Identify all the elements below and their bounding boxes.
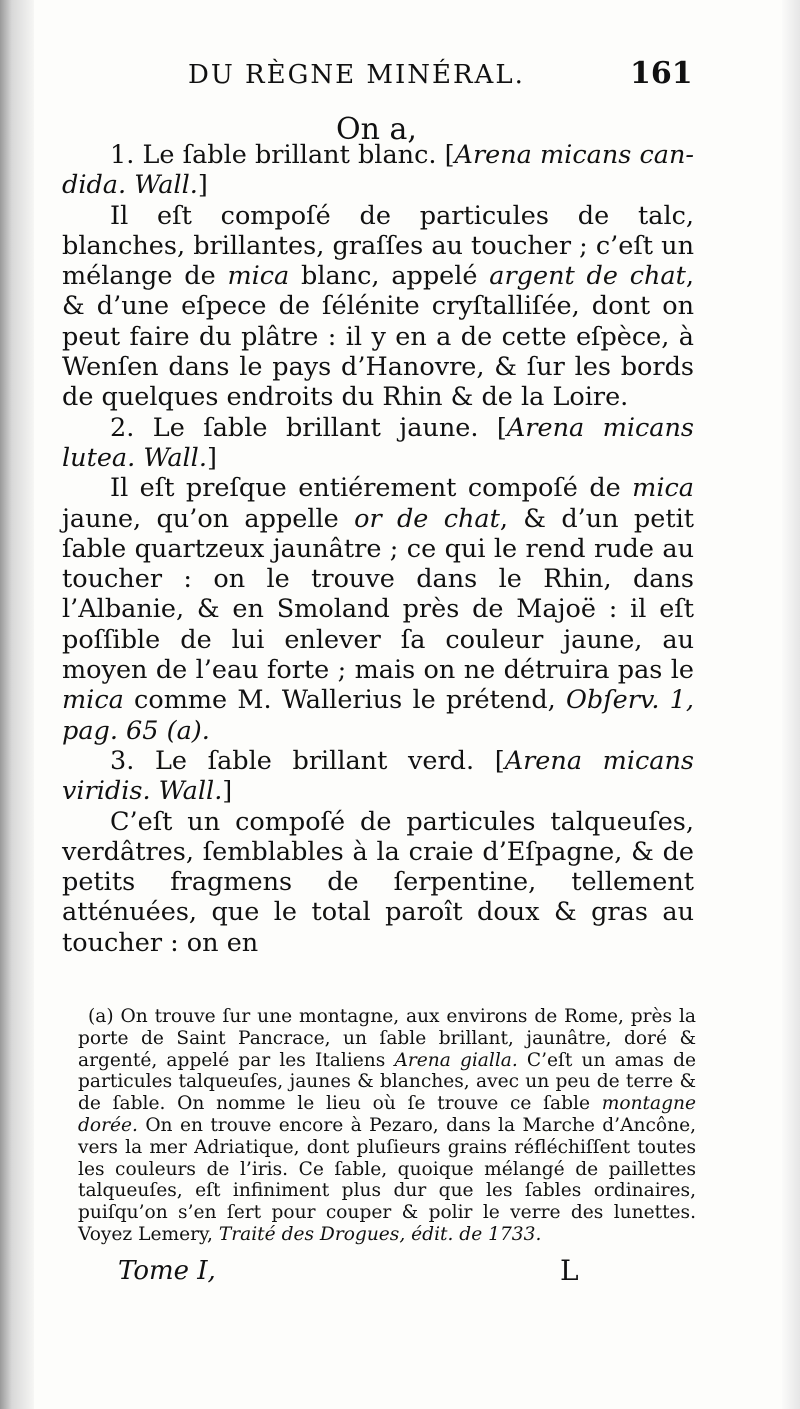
- body-text: [62, 140, 694, 958]
- text-run: Il eſt preſque entiérement compoſé de: [110, 473, 633, 504]
- gutter-shadow: [0, 0, 34, 1409]
- text-run: ]: [222, 776, 233, 807]
- text-run: 1. Le ſable brillant blanc. [: [110, 140, 455, 170]
- footnote: [78, 1006, 696, 1246]
- italic-text: mica: [227, 261, 290, 292]
- italic-text: Traité des Drogues, édit. de 1733.: [218, 1223, 542, 1245]
- italic-text: Arena micans viridis. Wall.: [62, 745, 694, 807]
- running-head: DU RÈGNE MINÉRAL.: [188, 60, 525, 90]
- page-number: 161: [630, 56, 693, 91]
- italic-text: Arena gialla.: [394, 1049, 518, 1071]
- italic-text: Arena micans lutea. Wall.: [62, 412, 694, 473]
- text-run: ]: [197, 170, 208, 201]
- text-run: On en trouve encore à Pezaro, dans la Marche d’Ancône, vers la mer Adriatique, dont pluſieurs grains réfléchiſſent toutes les couleurs de l’iris. Ce ſable, quoique mélangé de paillettes talqueuſes, eſt infiniment plus dur que les ſables ordinaires, puiſqu’on s’en ſert pour couper & polir le verre des lunettes. Voyez Lemery,: [78, 1114, 696, 1245]
- italic-text: Obſerv. 1, pag. 65 (a).: [62, 685, 694, 746]
- text-run: 2. Le ſable brillant jaune. [: [110, 412, 507, 443]
- text-run: , & d’un petit ſable quartzeux jaunâtre ; ce qui le rend rude au toucher : on le trouve dans le Rhin, dans l’Albanie, & en Smoland près de Majoë : il eſt poſſible de lui enlever ſa couleur jaune, au moyen de l’eau forte ; mais on ne détruira pas le: [62, 503, 694, 686]
- section-heading: On a,: [336, 112, 417, 147]
- paragraph-p3: [62, 413, 694, 474]
- text-run: C’eſt un compoſé de particules talqueuſes, verdâtres, ſemblables à la craie d’Eſpagne, & de petits fragmens de ſerpentine, tellement atténuées, que le total paroît doux & gras au toucher : on en: [62, 806, 694, 958]
- italic-text: mica: [632, 473, 694, 504]
- text-run: , & d’une eſpece de ſélénite cryſtalliſée, dont on peut faire du plâtre : il y en a de cette eſpèce, à Wenſen dans le pays d’Hanovre, & ſur les bords de quelques endroits du Rhin & de la Loire.: [62, 261, 694, 413]
- signature-line: Tome I,: [118, 1256, 216, 1286]
- text-run: jaune, qu’on appelle: [62, 503, 355, 534]
- text-run: blanc, appelé: [289, 261, 490, 292]
- italic-text: or de chat: [354, 503, 500, 534]
- paragraph-p5: [62, 746, 694, 807]
- italic-text: montagne dorée.: [78, 1093, 696, 1136]
- text-run: ]: [206, 442, 217, 473]
- italic-text: argent de chat: [489, 261, 686, 292]
- italic-text: Arena micans can-dida. Wall.: [62, 140, 694, 201]
- paragraph-p1: [62, 140, 694, 201]
- text-run: C’eſt un amas de particules talqueuſes, jaunes & blanches, avec un peu de terre & de ſable. On nomme le lieu où ſe trouve ce ſable: [78, 1049, 696, 1115]
- text-run: Il eſt compoſé de particules de talc, blanches, brillantes, graſſes au toucher ; c’eſt un mélange de: [62, 200, 694, 292]
- sheet-mark: L: [560, 1254, 579, 1287]
- footnote-block: [78, 1006, 696, 1246]
- paragraph-p6: [62, 807, 694, 958]
- text-run: comme M. Wallerius le prétend,: [123, 685, 566, 716]
- text-run: 3. Le ſable brillant verd. [: [110, 745, 505, 776]
- text-run: (a) On trouve ſur une montagne, aux environs de Rome, près la porte de Saint Pancrace, un ſable brillant, jaunâtre, doré & argenté, appelé par les Italiens: [78, 1006, 696, 1071]
- page-edge: [782, 0, 800, 1409]
- paragraph-p4: [62, 473, 694, 746]
- italic-text: mica: [62, 685, 124, 716]
- paragraph-p2: [62, 201, 694, 413]
